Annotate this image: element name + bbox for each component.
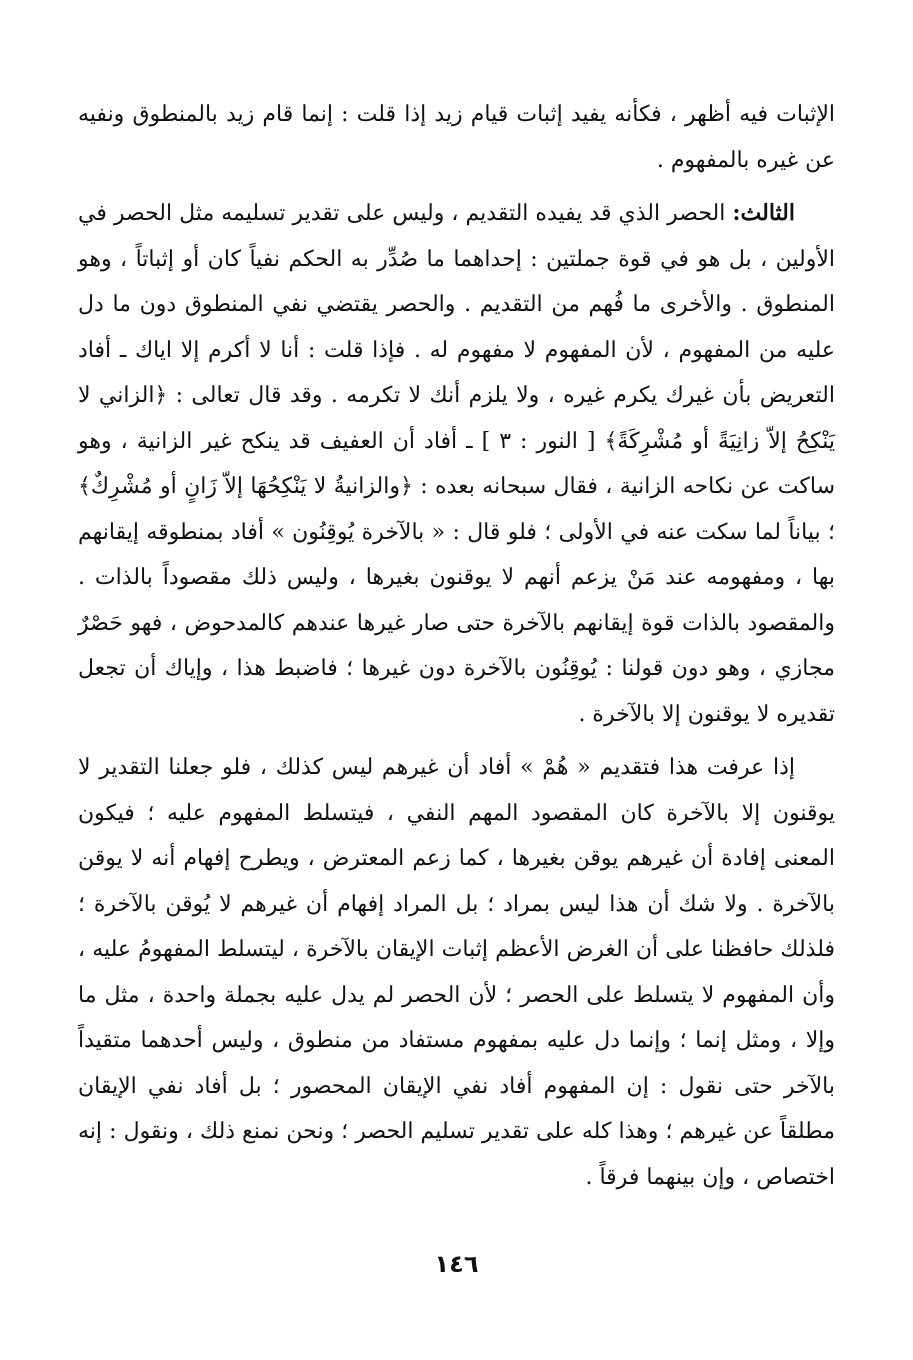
page-body: [78, 92, 835, 1272]
paragraph-conclusion: [78, 745, 835, 1200]
page-number: ١٤٦: [434, 1250, 479, 1278]
paragraph-lead-heading: الثالث:: [732, 200, 795, 226]
paragraph-text: الإثبات فيه أظهر ، فكأنه يفيد إثبات قيام زيد إذا قلت : إنما قام زيد بالمنطوق ونفيه عن غيره بالمفهوم .: [78, 102, 835, 173]
paragraph-text: الحصر الذي قد يفيده التقديم ، وليس على تقدير تسليمه مثل الحصر في الأولين ، بل هو في قوة جملتين : إحداهما ما صُدِّر به الحكم نفياً كان أو إثباتاً ، وهو المنطوق . والأخرى ما فُهم من التقديم . والحصر يقتضي نفي المنطوق دون ما دل عليه من المفهوم ، لأن المفهوم لا مفهوم له . فإذا قلت : أنا لا أكرم إلا اياك ـ أفاد التعريض بأن غيرك يكرم غيره ، ولا يلزم أنك لا تكرمه . وقد قال تعالى : ﴿الزاني لا يَنْكِحُ إلاّ زانِيَةً أو مُشْرِكَةً﴾ [ النور : ٣ ] ـ أفاد أن العفيف قد ينكح غير الزانية ، وهو ساكت عن نكاحه الزانية ، فقال سبحانه بعده : ﴿والزانيةُ لا يَنْكِحُهَا إلاّ زَانٍ أو مُشْرِكٌ﴾ ؛ بياناً لما سكت عنه في الأولى ؛ فلو قال : « بالآخرة يُوقِنُون » أفاد بمنطوقه إيقانهم بها ، ومفهومه عند مَنْ يزعم أنهم لا يوقنون بغيرها ، وليس ذلك مقصوداً بالذات . والمقصود بالذات قوة إيقانهم بالآخرة حتى صار غيرها عندهم كالمدحوض ، فهو حَصْرٌ مجازي ، وهو دون قولنا : يُوقِنُون بالآخرة دون غيرها ؛ فاضبط هذا ، وإياك أن تجعل تقديره لا يوقنون إلا بالآخرة .: [78, 201, 835, 727]
paragraph-continuation: [78, 92, 835, 183]
paragraph-third-point: [78, 191, 835, 737]
paragraph-text: إذا عرفت هذا فتقديم « هُمْ » أفاد أن غيرهم ليس كذلك ، فلو جعلنا التقدير لا يوقنون إلا بالآخرة كان المقصود المهم النفي ، فيتسلط المفهوم عليه ؛ فيكون المعنى إفادة أن غيرهم يوقن بغيرها ، كما زعم المعترض ، ويطرح إفهام أنه لا يوقن بالآخرة . ولا شك أن هذا ليس بمراد ؛ بل المراد إفهام أن غيرهم لا يُوقن بالآخرة ؛ فلذلك حافظنا على أن الغرض الأعظم إثبات الإيقان بالآخرة ، ليتسلط المفهومُ عليه ، وأن المفهوم لا يتسلط على الحصر ؛ لأن الحصر لم يدل عليه بجملة واحدة ، مثل ما وإلا ، ومثل إنما ؛ وإنما دل عليه بمفهوم مستفاد من منطوق ، وليس أحدهما متقيداً بالآخر حتى نقول : إن المفهوم أفاد نفي الإيقان المحصور ؛ بل أفاد نفي الإيقان مطلقاً عن غيرهم ؛ وهذا كله على تقدير تسليم الحصر ؛ ونحن نمنع ذلك ، ونقول : إنه اختصاص ، وإن بينهما فرقاً .: [78, 755, 835, 1190]
